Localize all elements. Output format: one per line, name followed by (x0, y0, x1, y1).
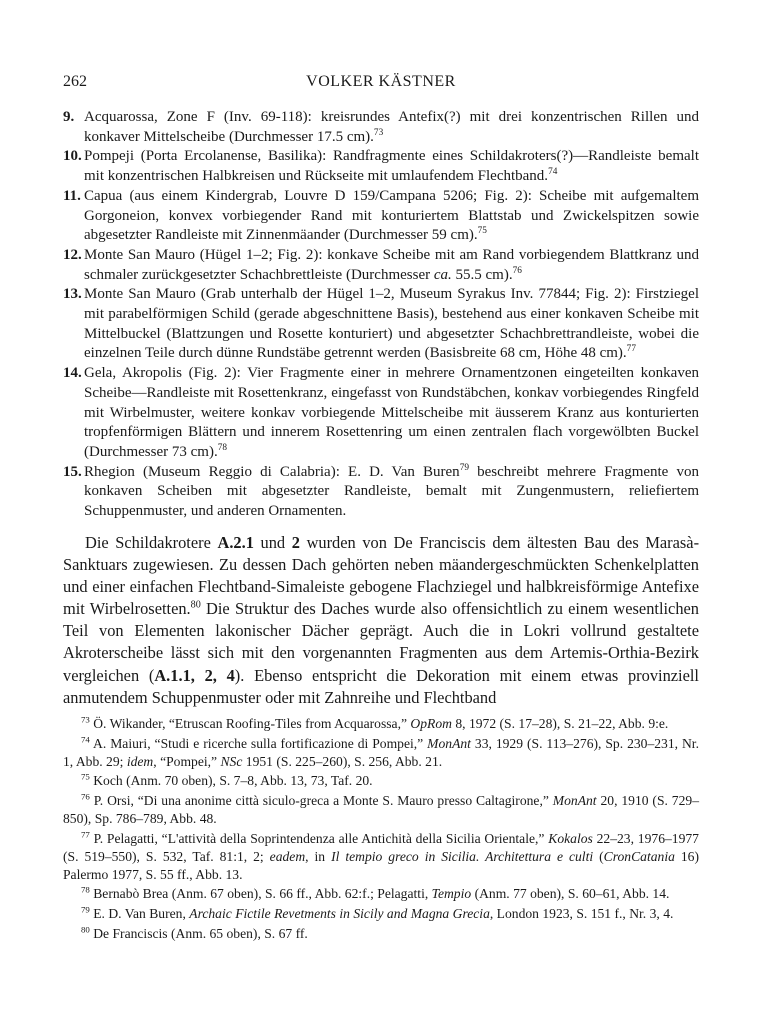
text-run: 8, 1972 (S. 17–28), S. 21–22, Abb. 9:e. (451, 716, 669, 731)
entry-number: 12. (63, 246, 82, 263)
text-run: eadem (269, 848, 306, 864)
footnote (63, 925, 699, 943)
entry-number: 13. (63, 286, 82, 303)
text-run: Koch (Anm. 70 oben), S. 7–8, Abb. 13, 73, Taf. 20. (93, 773, 373, 789)
text-run: ( (593, 848, 604, 864)
text-run: Acquarossa, Zone F (Inv. 69-118): kreisrundes Antefix(?) mit drei konzentrischen Rillen und konkaver Mittelscheibe (Durchmesser 17.5 cm). (84, 109, 699, 145)
footnote-ref: 79 (459, 462, 469, 473)
text-run: 1951 (S. 225–260), S. 256, Abb. 21. (242, 753, 443, 769)
text-run: A.1.1, 2, 4 (154, 665, 235, 685)
catalogue-entry (63, 364, 699, 463)
text-run: OpRom (410, 716, 452, 731)
catalogue-entry (63, 463, 699, 522)
footnotes (63, 715, 699, 944)
footnote-number: 77 (81, 829, 90, 840)
entry-text (84, 188, 699, 243)
text-run: CronCatania (603, 848, 675, 864)
text-run: Kokalos (548, 830, 593, 846)
footnote-text (93, 906, 673, 921)
footnote-ref: 74 (548, 167, 558, 178)
text-run: beschreibt mehrere Fragmente von konkaven Scheiben mit abgesetzter Randleiste, bemalt mit Zungenmustern, reliefiertem Schuppenmuster, und anderen Ornamenten. (84, 463, 699, 520)
entry-text (84, 148, 699, 184)
text-run: Pompeji (Porta Ercolanense, Basilika): Randfragmente eines Schildakroters(?)—Randleiste bemalt mit konzentrischen Halbkreisen und Rückseite mit umlaufendem Flechtband. (84, 148, 699, 185)
text-run: E. D. Van Buren, (93, 905, 190, 921)
body-paragraph (63, 532, 699, 709)
text-run: , in (305, 848, 332, 864)
text-run: Ö. Wikander, “Etruscan Roofing-Tiles from Acquarossa,” (93, 716, 411, 731)
catalogue-entry (63, 147, 699, 186)
text-run: Gela, Akropolis (Fig. 2): Vier Fragmente einer in mehrere Ornamentzonen eingeteilten konkaven Scheibe—Randleiste mit Rosettenkranz, eingefasst von Rundstäbchen, konkav vorbiegendes Ringfeld mit Wirbelmuster, weitere konkav vorbiegende Mittelscheibe mit äusserem Kranz aus konturierten tropfenförmigen Blättern und innerem Rosettenring um einen zentralen flach vorgewölbten Buckel (Durchmesser 73 cm). (84, 365, 699, 460)
text-run: A.2.1 (217, 533, 254, 552)
text-run: Archaic Fictile Revetments in Sicily and Magna Grecia (189, 905, 490, 921)
catalogue-entry (63, 285, 699, 364)
running-head: VOLKER KÄSTNER (306, 73, 456, 90)
entry-text (84, 365, 699, 460)
footnote (63, 715, 699, 733)
text-run: NSc (220, 753, 243, 769)
footnote-text (63, 831, 699, 882)
footnote-number: 74 (81, 734, 90, 745)
footnote-ref: 78 (217, 442, 228, 453)
footnote-number: 73 (81, 714, 90, 725)
text-run: 2 (291, 533, 300, 552)
entry-text (84, 464, 699, 519)
text-run: Rhegion (Museum Reggio di Calabria): E. D. Van Buren (84, 463, 460, 480)
footnote-text (93, 886, 669, 901)
text-run: 55.5 cm). (451, 266, 513, 283)
text-run: MonAnt (552, 792, 597, 808)
text-run: idem (126, 753, 154, 769)
catalogue-entry (63, 108, 699, 147)
catalogue-entry (63, 187, 699, 246)
footnote-text (63, 793, 699, 826)
footnote (63, 885, 699, 903)
text-run: 20, 1910 (S. 729–850), Sp. 786–789, Abb. 48. (63, 792, 699, 826)
footnote-ref: 76 (512, 265, 522, 276)
text-run: Capua (aus einem Kindergrab, Louvre D 159/Campana 5206; Fig. 2): Scheibe mit aufgemaltem Gorgoneion, konvex vorbiegender Rand mit konturiertem Blattstab und Zwickelspitzen sowie abgesetzter Randleiste mit Zinnenmäander (Durchmesser 59 cm). (84, 187, 699, 244)
footnote (63, 735, 699, 771)
text-run: 16) Palermo 1977, S. 55 ff., Abb. 13. (63, 848, 699, 882)
footnote-ref: 77 (626, 344, 636, 355)
text-run: , “Pompei,” (153, 753, 221, 769)
text-run: , London 1923, S. 151 f., Nr. 3, 4. (489, 905, 674, 921)
entry-text (84, 286, 699, 361)
text-run: und (253, 533, 292, 552)
text-run: P. Pelagatti, “L'attività della Soprintendenza alle Antichità della Sicilia Orientale,” (93, 830, 549, 846)
footnote (63, 792, 699, 828)
footnote-number: 76 (81, 791, 90, 802)
text-run: MonAnt (427, 735, 471, 751)
entry-number: 15. (63, 463, 82, 480)
text-run: Monte San Mauro (Hügel 1–2; Fig. 2): konkave Scheibe mit am Rand vorbiegendem Blattkranz und schmaler zurückgesetzter Schachbrettleiste (Durchmesser (84, 246, 699, 283)
footnote-ref: 80 (190, 599, 201, 611)
entry-number: 14. (63, 365, 82, 382)
footnote (63, 905, 699, 923)
footnote-number: 80 (81, 924, 90, 934)
text-run: Bernabò Brea (Anm. 67 oben), S. 66 ff., Abb. 62:f.; Pelagatti, (93, 886, 432, 902)
footnote-text (93, 773, 372, 788)
page-number: 262 (63, 73, 87, 90)
footnote-text (93, 926, 308, 941)
text-run: ). Ebenso entspricht die Dekoration mit einem etwas provinziell anmutendem Schuppenmuster oder mit Zahnreihe und Flechtband (63, 665, 699, 707)
text-run: Il tempio greco in Sicilia. Architettura e culti (331, 848, 594, 864)
text-run: 33, 1929 (S. 113–276), Sp. 230–231, Nr. 1, Abb. 29; (63, 735, 699, 769)
footnote-number: 78 (81, 884, 90, 895)
footnote-ref: 75 (477, 226, 487, 237)
footnote (63, 830, 699, 884)
text-run: Monte San Mauro (Grab unterhalb der Hügel 1–2, Museum Syrakus Inv. 77844; Fig. 2): Firstziegel mit parabelförmigen Schild (gerade abgeschnittene Basis), bestehend aus einer konkaven Scheibe mit Mittelbuckel (Blattzungen und Rosette konturiert) und abgesetzter Schachbrettrandleiste, wobei die einzelnen Teile durch dünne Rundstäbe getrennt werden (Basisbreite 68 cm, Höhe 48 cm). (84, 286, 699, 362)
footnote-ref: 73 (373, 127, 384, 138)
footnote-number: 75 (81, 771, 90, 782)
text-run: De Franciscis (Anm. 65 oben), S. 67 ff. (93, 925, 308, 941)
entry-number: 10. (63, 148, 82, 165)
text-run: A. Maiuri, “Studi e ricerche sulla fortificazione di Pompei,” (93, 735, 428, 751)
footnote-number: 79 (81, 904, 90, 915)
footnote (63, 772, 699, 790)
catalogue-entry (63, 246, 699, 285)
text-run: P. Orsi, “Di una anonime città siculo-greca a Monte S. Mauro presso Caltagirone,” (93, 792, 553, 808)
text-run: wurden von De Franciscis dem ältesten Bau des Marasà-Sanktuars zugewiesen. Zu dessen Dach gehörten neben mäandergeschmückten Schenkelplatten und einer einfachen Flechtband-Simaleiste gebogene Flachziegel und halbkreisförmige Antefixe mit Wirbelrosetten. (63, 533, 700, 619)
footnote-text (93, 716, 668, 731)
entry-number: 11. (63, 187, 81, 204)
text-run: Die Struktur des Daches wurde also offensichtlich zu einem wesentlichen Teil von Elementen lakonischer Dächer geprägt. Auch die in Lokri vollrund gestaltete Akroterscheibe lässt sich mit den vorgenannten Fragmenten aus dem Artemis-Orthia-Bezirk vergleichen ( (63, 599, 699, 685)
text-run: 22–23, 1976–1977 (S. 519–550), S. 532, Taf. 81:1, 2; (63, 830, 699, 864)
entry-text (84, 247, 699, 283)
text-run: Tempio (431, 886, 472, 902)
text-run: ca. (433, 266, 452, 283)
entry-text (84, 109, 699, 145)
footnote-text (63, 736, 699, 769)
entry-number: 9. (63, 109, 75, 125)
catalogue-list (63, 108, 699, 522)
text-run: (Anm. 77 oben), S. 60–61, Abb. 14. (471, 886, 670, 902)
text-run: Die Schildakrotere (85, 533, 218, 552)
